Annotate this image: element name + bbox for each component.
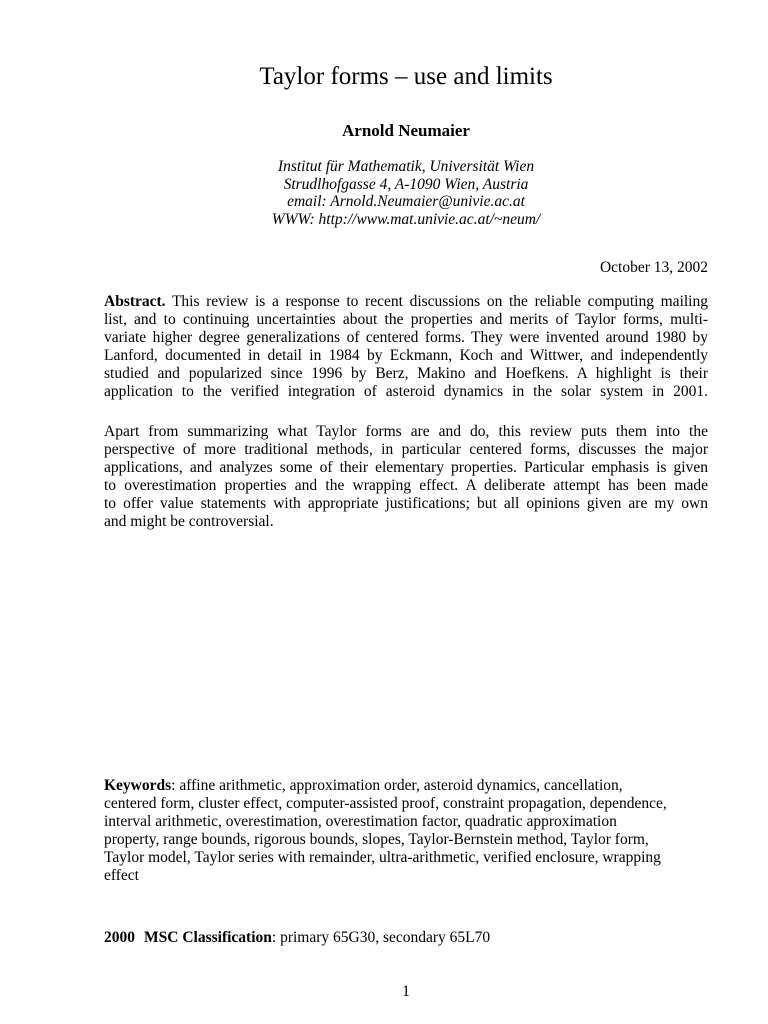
keywords-paragraph bbox=[104, 777, 708, 885]
msc-codes: primary 65G30, secondary 65L70 bbox=[280, 929, 491, 946]
abstract-line: variate higher degree generalizations of centered forms. They were invented around 1980 by bbox=[104, 329, 708, 346]
body-line: perspective of more traditional methods, in particular centered forms, discusses the major bbox=[104, 441, 708, 458]
body-line: applications, and analyzes some of their elementary properties. Particular emphasis is given bbox=[104, 459, 708, 476]
body-line: and might be controversial. bbox=[104, 513, 274, 530]
abstract-line-text: This review is a response to recent discussions on the reliable computing mailing bbox=[171, 293, 708, 310]
abstract-line: list, and to continuing uncertainties about the properties and merits of Taylor forms, multi- bbox=[104, 311, 708, 328]
msc-separator: : bbox=[271, 929, 277, 946]
affiliation-institute: Institut für Mathematik, Universität Wien bbox=[277, 158, 535, 175]
keywords-line: interval arithmetic, overestimation, overestimation factor, quadratic approximation bbox=[104, 813, 617, 830]
abstract-line: application to the verified integration of asteroid dynamics in the solar system in 2001. bbox=[104, 383, 708, 400]
msc-year: 2000 bbox=[104, 929, 135, 946]
affiliation-email: email: Arnold.Neumaier@univie.ac.at bbox=[287, 193, 525, 211]
paper-title: Taylor forms – use and limits bbox=[259, 63, 553, 90]
keywords-line: centered form, cluster effect, computer-assisted proof, constraint propagation, dependence, bbox=[104, 795, 667, 812]
abstract-line bbox=[104, 293, 708, 311]
affiliation-website: WWW: http://www.mat.univie.ac.at/~neum/ bbox=[271, 211, 541, 229]
body-line: to overestimation properties and the wrapping effect. A deliberate attempt has been made bbox=[104, 477, 708, 494]
abstract-line: Lanford, documented in detail in 1984 by Eckmann, Koch and Wittwer, and independently bbox=[104, 347, 708, 364]
affiliation-address: Strudlhofgasse 4, A-1090 Wien, Austria bbox=[283, 175, 529, 193]
keywords-line: Taylor model, Taylor series with remainder, ultra-arithmetic, verified enclosure, wrapping bbox=[104, 849, 661, 866]
page-number: 1 bbox=[402, 983, 410, 1000]
date: October 13, 2002 bbox=[599, 259, 708, 276]
keywords-line bbox=[104, 777, 708, 795]
abstract-label: Abstract. bbox=[104, 293, 166, 310]
keywords-separator: : bbox=[171, 777, 176, 794]
abstract-paragraph bbox=[104, 293, 708, 401]
msc-label: MSC Classification bbox=[144, 929, 272, 946]
body-line: to offer value statements with appropriate justifications; but all opinions given are my own bbox=[104, 495, 708, 512]
keywords-line: effect bbox=[104, 867, 139, 884]
keywords-label: Keywords bbox=[104, 777, 172, 794]
msc-classification bbox=[104, 929, 708, 947]
body-paragraph bbox=[104, 423, 708, 531]
abstract-line: studied and popularized since 1996 by Berz, Makino and Hoefkens. A highlight is their bbox=[104, 365, 708, 382]
author-name: Arnold Neumaier bbox=[342, 121, 470, 140]
body-line: Apart from summarizing what Taylor forms are and do, this review puts them into the bbox=[104, 423, 708, 440]
keywords-line: property, range bounds, rigorous bounds, slopes, Taylor-Bernstein method, Taylor form, bbox=[104, 831, 649, 848]
keywords-line-text: affine arithmetic, approximation order, asteroid dynamics, cancellation, bbox=[179, 777, 623, 794]
affiliation-block bbox=[104, 158, 708, 229]
